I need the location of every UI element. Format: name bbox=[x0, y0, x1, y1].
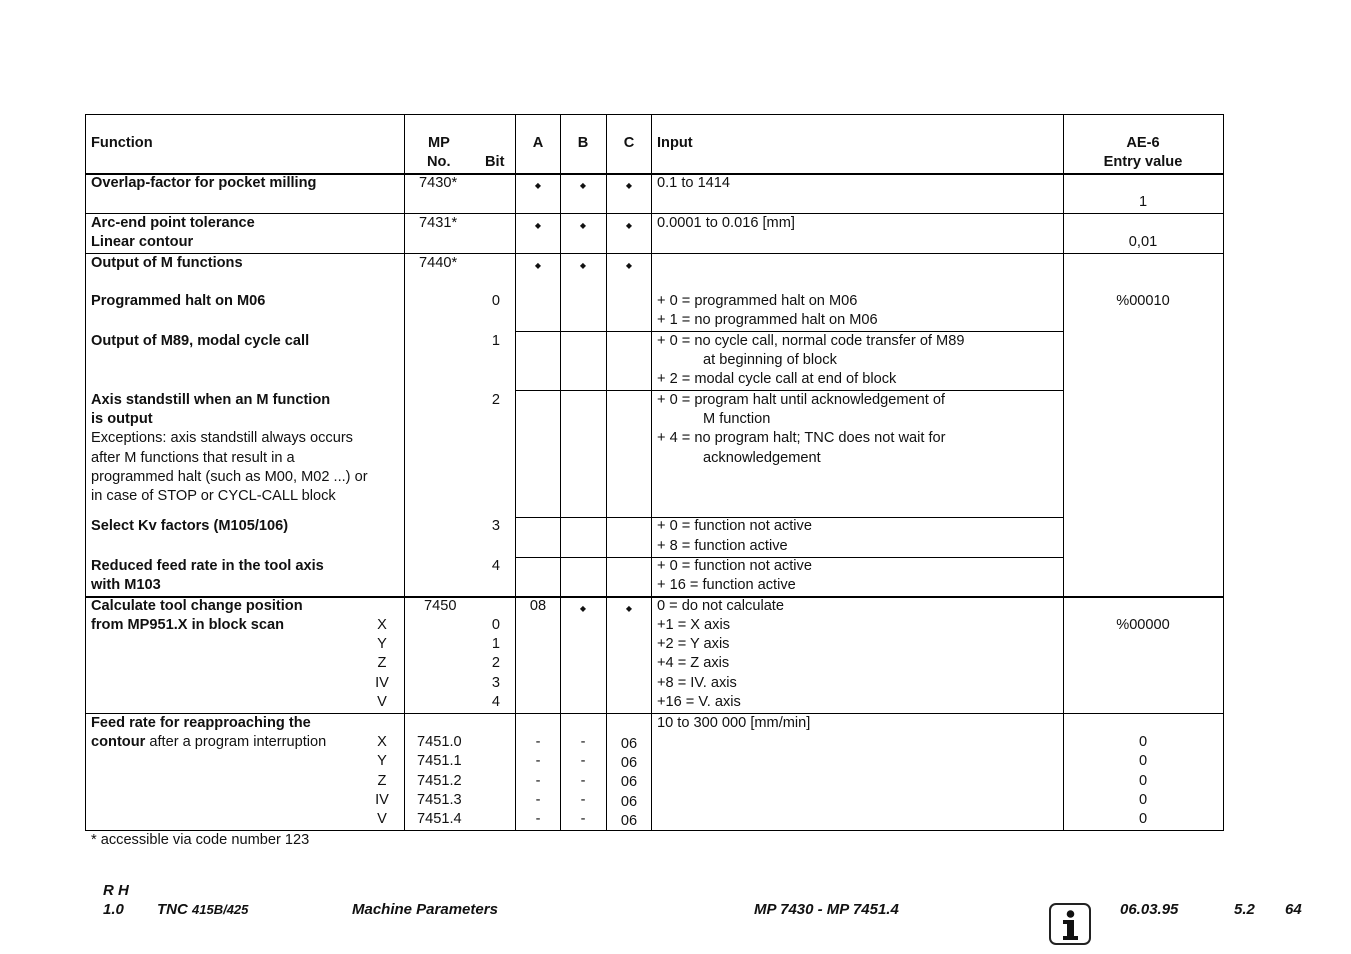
header-mp: MP bbox=[428, 135, 450, 151]
function-label bbox=[91, 733, 326, 752]
marker-icon: ◆ bbox=[534, 261, 542, 270]
header-entry-value: Entry value bbox=[1103, 154, 1183, 170]
mp-number: 7451.3 bbox=[417, 792, 462, 808]
function-label: with M103 bbox=[91, 577, 161, 593]
input-option: +2 = Y axis bbox=[657, 636, 730, 652]
header-a: A bbox=[532, 135, 544, 151]
b-dash: - bbox=[580, 753, 586, 769]
b-dash: - bbox=[580, 792, 586, 808]
entry-value: 0 bbox=[1138, 792, 1148, 808]
input-option: + 0 = function not active bbox=[657, 558, 812, 574]
axis-label: IV bbox=[375, 792, 389, 808]
marker-icon: ◆ bbox=[579, 604, 587, 613]
input-option: 0 = do not calculate bbox=[657, 598, 784, 614]
footer-product-name: TNC bbox=[157, 901, 188, 918]
marker-icon: ◆ bbox=[534, 221, 542, 230]
axis-label: X bbox=[377, 617, 387, 633]
header-ae6: AE-6 bbox=[1126, 135, 1160, 151]
marker-icon: ◆ bbox=[625, 181, 633, 190]
c-value: 06 bbox=[620, 736, 638, 752]
axis-label: Z bbox=[377, 773, 387, 789]
entry-value: 1 bbox=[1138, 194, 1148, 210]
a-dash: - bbox=[535, 773, 541, 789]
axis-label: IV bbox=[375, 675, 389, 691]
marker-icon: ◆ bbox=[625, 221, 633, 230]
input-option: + 0 = programmed halt on M06 bbox=[657, 293, 858, 309]
function-label: Output of M89, modal cycle call bbox=[91, 333, 310, 349]
input-option: + 4 = no program halt; TNC does not wait for bbox=[657, 430, 946, 446]
exception-note: in case of STOP or CYCL-CALL block bbox=[91, 488, 336, 504]
footer-model: 415B/425 bbox=[192, 902, 249, 917]
function-label: Programmed halt on M06 bbox=[91, 293, 266, 309]
mp-number: 7431* bbox=[419, 215, 458, 231]
marker-icon: ◆ bbox=[579, 221, 587, 230]
header-c: C bbox=[623, 135, 635, 151]
footer-rh: R H bbox=[103, 882, 129, 899]
header-no: No. bbox=[427, 154, 451, 170]
input-range: 0.0001 to 0.016 [mm] bbox=[657, 215, 795, 231]
input-option: + 0 = program halt until acknowledgement of bbox=[657, 392, 945, 408]
a-value: 08 bbox=[529, 598, 547, 614]
bit-number: 3 bbox=[491, 675, 500, 691]
entry-value: 0 bbox=[1138, 734, 1148, 750]
bit-number: 1 bbox=[491, 333, 500, 349]
c-value: 06 bbox=[620, 755, 638, 771]
input-option: + 1 = no programmed halt on M06 bbox=[657, 312, 878, 328]
bit-number: 4 bbox=[491, 558, 500, 574]
input-option: + 2 = modal cycle call at end of block bbox=[657, 371, 897, 387]
marker-icon: ◆ bbox=[625, 604, 633, 613]
exception-note: after M functions that result in a bbox=[91, 450, 295, 466]
input-option: +1 = X axis bbox=[657, 617, 731, 633]
mp-number: 7450 bbox=[424, 598, 457, 614]
input-option: + 0 = function not active bbox=[657, 518, 812, 534]
input-option: +16 = V. axis bbox=[657, 694, 741, 710]
b-dash: - bbox=[580, 734, 586, 750]
input-option: +4 = Z axis bbox=[657, 655, 730, 671]
input-option: at beginning of block bbox=[703, 352, 837, 368]
footer-page-number: 64 bbox=[1285, 901, 1302, 918]
marker-icon: ◆ bbox=[625, 261, 633, 270]
header-b: B bbox=[577, 135, 589, 151]
a-dash: - bbox=[535, 753, 541, 769]
function-label: Feed rate for reapproaching the bbox=[91, 715, 311, 731]
function-label: Linear contour bbox=[91, 234, 194, 250]
mp-number: 7451.0 bbox=[417, 734, 462, 750]
entry-value: 0,01 bbox=[1128, 234, 1158, 250]
a-dash: - bbox=[535, 811, 541, 827]
a-dash: - bbox=[535, 734, 541, 750]
bit-number: 0 bbox=[491, 293, 500, 309]
function-label: from MP951.X in block scan bbox=[91, 617, 285, 633]
footer-version: 1.0 bbox=[103, 901, 124, 918]
axis-label: Z bbox=[377, 655, 387, 671]
mp-number: 7430* bbox=[419, 175, 458, 191]
b-dash: - bbox=[580, 811, 586, 827]
footer-date: 06.03.95 bbox=[1120, 901, 1179, 918]
entry-value: 0 bbox=[1138, 753, 1148, 769]
axis-label: X bbox=[377, 734, 387, 750]
entry-value: %00010 bbox=[1116, 293, 1170, 309]
entry-value: 0 bbox=[1138, 811, 1148, 827]
axis-label: V bbox=[377, 811, 387, 827]
function-label: Overlap-factor for pocket milling bbox=[91, 175, 317, 191]
footer-range: MP 7430 - MP 7451.4 bbox=[754, 901, 899, 918]
marker-icon: ◆ bbox=[579, 181, 587, 190]
footer-section: Machine Parameters bbox=[352, 901, 498, 918]
bit-number: 2 bbox=[491, 392, 500, 408]
function-label-bold: contour bbox=[91, 734, 146, 750]
header-input: Input bbox=[657, 135, 693, 151]
axis-label: Y bbox=[377, 753, 387, 769]
input-option: acknowledgement bbox=[703, 450, 821, 466]
input-range: 10 to 300 000 [mm/min] bbox=[657, 715, 811, 731]
header-bit: Bit bbox=[485, 154, 505, 170]
mp-number: 7440* bbox=[419, 255, 458, 271]
bit-number: 0 bbox=[491, 617, 500, 633]
function-label: Output of M functions bbox=[91, 255, 243, 271]
exception-note: programmed halt (such as M00, M02 ...) or bbox=[91, 469, 368, 485]
c-value: 06 bbox=[620, 794, 638, 810]
b-dash: - bbox=[580, 773, 586, 789]
bit-number: 1 bbox=[491, 636, 500, 652]
function-label-rest: after a program interruption bbox=[145, 734, 327, 750]
marker-icon: ◆ bbox=[579, 261, 587, 270]
info-i-icon bbox=[1049, 903, 1091, 945]
mp-number: 7451.4 bbox=[417, 811, 462, 827]
input-option: + 0 = no cycle call, normal code transfer of M89 bbox=[657, 333, 965, 349]
footer-product bbox=[157, 901, 248, 919]
entry-value: 0 bbox=[1138, 773, 1148, 789]
input-option: + 8 = function active bbox=[657, 538, 788, 554]
footer-chapter: 5.2 bbox=[1234, 901, 1255, 918]
axis-label: V bbox=[377, 694, 387, 710]
function-label: Select Kv factors (M105/106) bbox=[91, 518, 289, 534]
entry-value: %00000 bbox=[1116, 617, 1170, 633]
footnote: * accessible via code number 123 bbox=[91, 832, 310, 848]
bit-number: 4 bbox=[491, 694, 500, 710]
input-option: M function bbox=[703, 411, 771, 427]
function-label: Axis standstill when an M function bbox=[91, 392, 331, 408]
bit-number: 3 bbox=[491, 518, 500, 534]
function-label: is output bbox=[91, 411, 153, 427]
input-range: 0.1 to 1414 bbox=[657, 175, 731, 191]
input-option: + 16 = function active bbox=[657, 577, 796, 593]
c-value: 06 bbox=[620, 813, 638, 829]
axis-label: Y bbox=[377, 636, 387, 652]
mp-number: 7451.2 bbox=[417, 773, 462, 789]
input-option: +8 = IV. axis bbox=[657, 675, 737, 691]
function-label: Reduced feed rate in the tool axis bbox=[91, 558, 324, 574]
function-label: Calculate tool change position bbox=[91, 598, 303, 614]
marker-icon: ◆ bbox=[534, 181, 542, 190]
header-function: Function bbox=[91, 135, 153, 151]
mp-number: 7451.1 bbox=[417, 753, 462, 769]
exception-note: Exceptions: axis standstill always occurs bbox=[91, 430, 353, 446]
bit-number: 2 bbox=[491, 655, 500, 671]
a-dash: - bbox=[535, 792, 541, 808]
c-value: 06 bbox=[620, 774, 638, 790]
function-label: Arc-end point tolerance bbox=[91, 215, 255, 231]
